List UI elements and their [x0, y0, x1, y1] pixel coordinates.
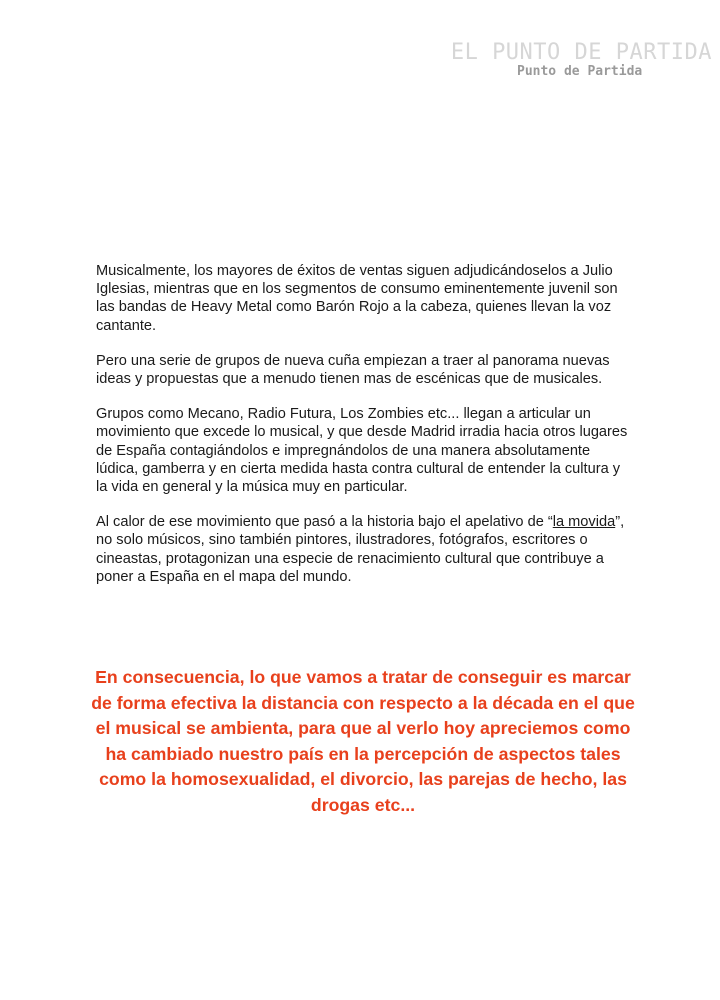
paragraph-2: Pero una serie de grupos de nueva cuña empiezan a traer al panorama nuevas ideas y propuestas que a menudo tienen mas de escénicas que de musicales.: [96, 352, 610, 388]
la-movida-link[interactable]: la movida: [552, 514, 616, 531]
header-subtitle: Punto de Partida: [517, 64, 643, 79]
conclusion-text: En consecuencia, lo que vamos a tratar de conseguir es marcar de forma efectiva la distancia con respecto a la década en el que el musical se ambienta, para que al verlo hoy apreciemos como ha cambiado nuestro país en la percepción de aspectos tales como la homosexualidad, el divorcio, las parejas de hecho, las drogas etc...: [91, 667, 635, 815]
paragraph-3: Grupos como Mecano, Radio Futura, Los Zombies etc... llegan a articular un movimiento que excede lo musical, y que desde Madrid irradia hacia otros lugares de España contagiándolos e impregnándolos de una manera absolutamente lúdica, gamberra y en cierta medida hasta contra cultural de entender la cultura y la vida en general y la música muy en particular.: [96, 406, 628, 496]
paragraph-4: [96, 513, 628, 586]
paragraph-1: Musicalmente, los mayores de éxitos de ventas siguen adjudicándoselos a Julio Iglesias, mientras que en los segmentos de consumo eminentemente juvenil son las bandas de Heavy Metal como Barón Rojo a la cabeza, quienes llevan la voz cantante.: [96, 263, 618, 334]
paragraph-4-text-after: ”, no solo músicos, sino también pintores, ilustradores, fotógrafos, escritores o cineastas, protagonizan una especie de renacimiento cultural que contribuye a poner a España en el mapa del mundo.: [96, 514, 625, 585]
paragraph-4-text-before: Al calor de ese movimiento que pasó a la historia bajo el apelativo de “: [96, 514, 553, 531]
body-text: [96, 262, 628, 603]
header-title: EL PUNTO DE PARTIDA: [450, 40, 712, 65]
